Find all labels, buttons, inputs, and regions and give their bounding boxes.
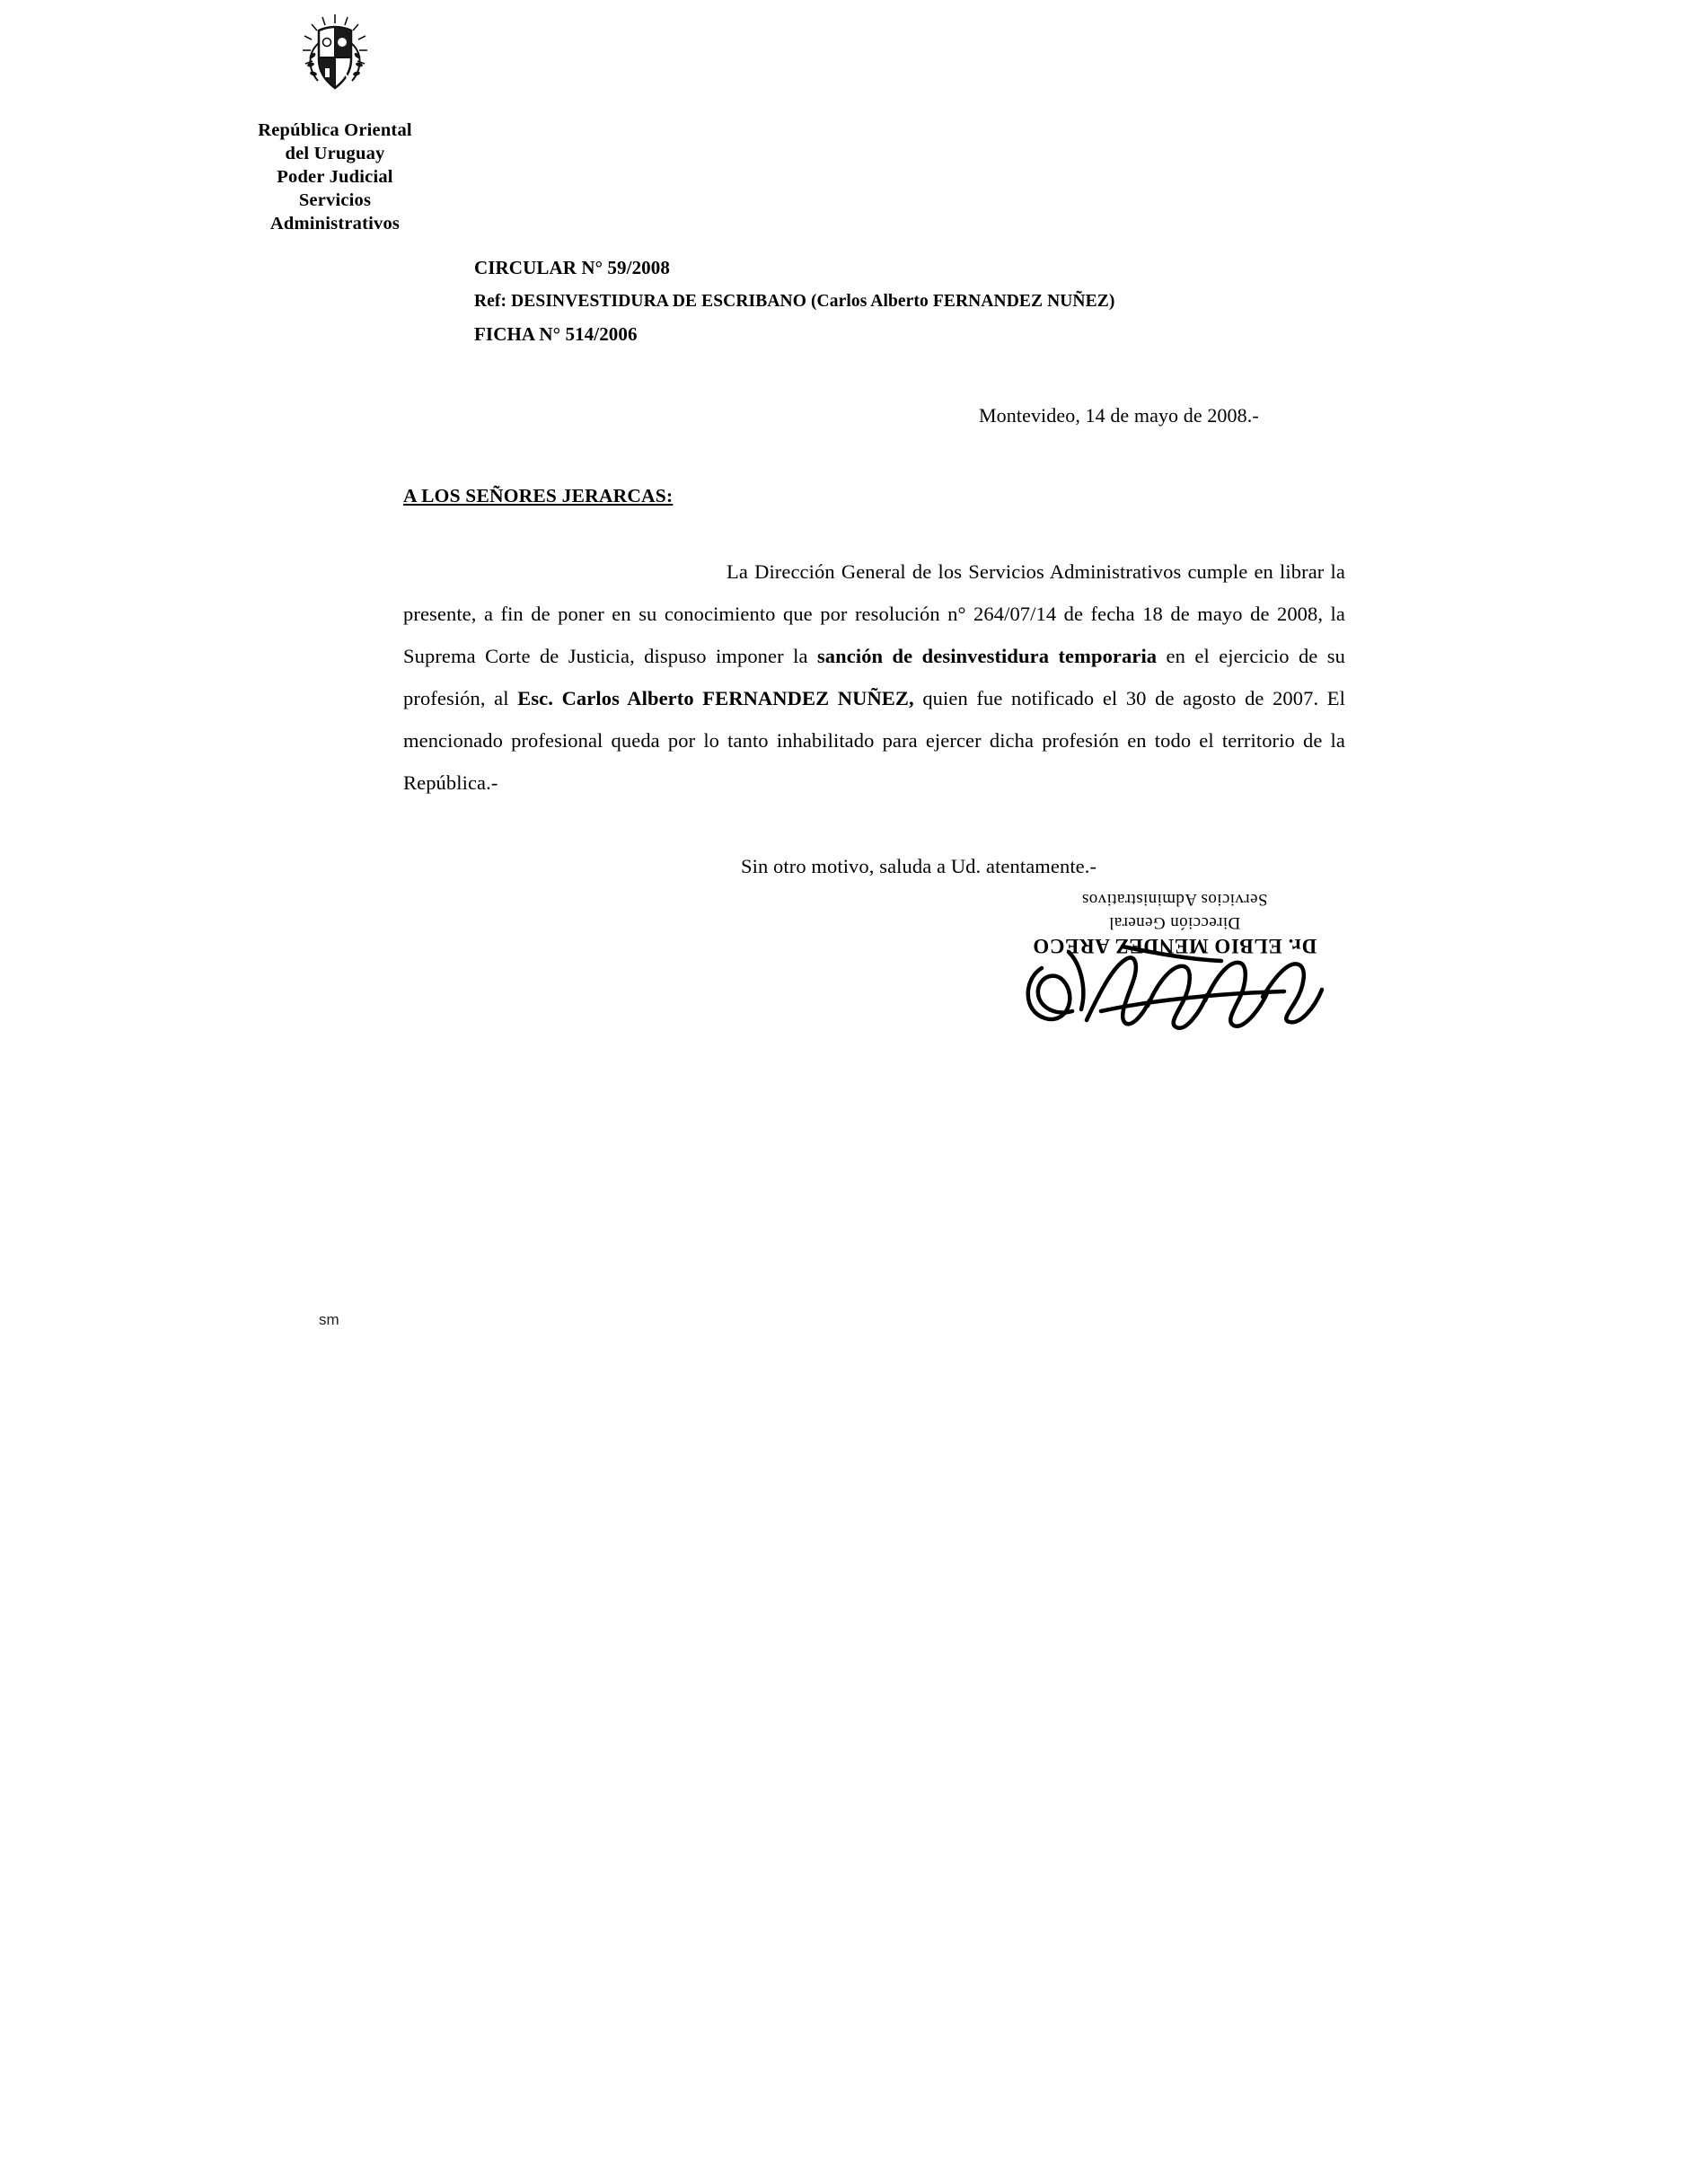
typist-initials: sm [319,1311,339,1328]
letterhead-line-3: Poder Judicial [277,167,393,187]
body-bold-2: Esc. Carlos Alberto FERNANDEZ NUÑEZ, [517,687,914,709]
salutation: A LOS SEÑORES JERARCAS: [403,485,674,506]
body-paragraph [403,550,1345,804]
body-part-2: en el ejercicio de su profesión, al [403,645,1345,709]
letterhead-line-4: Servicios [298,190,372,210]
uruguay-coat-of-arms-icon [295,13,374,113]
body-part-3: quien fue notificado el 30 de agosto de 2007. El mencionado profesional queda por lo tanto inhabilitado para ejercer dicha profesión en todo el territorio de la República.- [403,687,1345,794]
closing-line: Sin otro motivo, saluda a Ud. atentamente.- [741,855,1097,877]
dateline: Montevideo, 14 de mayo de 2008.- [979,404,1259,427]
stamp-signer-name: Dr. ELBIO MENDEZ ARECO [1032,935,1317,957]
body-bold-1: sanción de desinvestidura temporaria [816,645,1158,667]
body-part-1: La Dirección General de los Servicios Administrativos cumple en librar la presente, a fin de poner en su conocimiento que por resolución n° 264/07/14 de fecha 18 de mayo de 2008, la Suprema Corte de Justicia, dispuso imponer la [403,560,1345,667]
handwritten-signature-icon [1015,934,1338,1051]
reference-line: Ref: DESINVESTIDURA DE ESCRIBANO (Carlos Alberto FERNANDEZ NUÑEZ) [474,292,1115,311]
letterhead-line-5: Administrativos [269,214,401,233]
circular-number: CIRCULAR N° 59/2008 [474,257,670,278]
letterhead-line-1: República Oriental [258,120,412,140]
document-header-block [474,251,1426,351]
ficha-number: FICHA N° 514/2006 [474,323,638,345]
letterhead [214,13,456,235]
stamp-role: Dirección General [1108,913,1241,932]
stamp-office: Servicios Administrativos [1081,890,1268,909]
letterhead-line-2: del Uruguay [285,144,385,163]
